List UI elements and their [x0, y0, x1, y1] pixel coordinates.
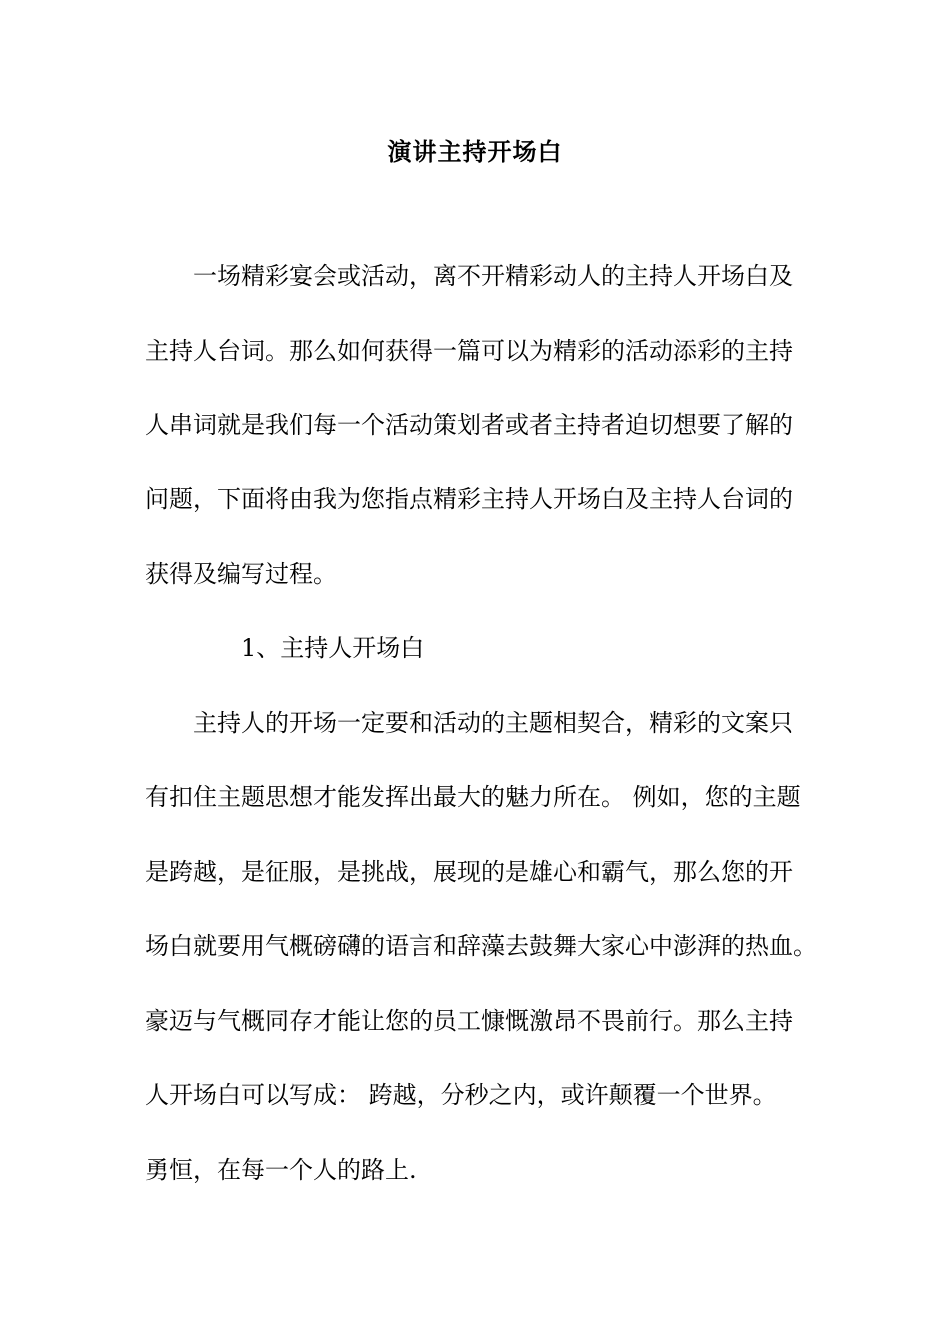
paragraph-line: 获得及编写过程。: [145, 560, 337, 588]
paragraph-line: 豪迈与气概同存才能让您的员工慷慨激昂不畏前行。那么主持: [145, 1007, 793, 1035]
section-heading: 1、主持人开场白: [241, 634, 425, 662]
document-title: 演讲主持开场白: [387, 137, 563, 166]
paragraph-line: 是跨越，是征服，是挑战，展现的是雄心和霸气，那么您的开: [145, 858, 793, 886]
paragraph-line: 勇恒，在每一个人的路上.: [145, 1156, 417, 1184]
paragraph-line: 一场精彩宴会或活动，离不开精彩动人的主持人开场白及: [193, 262, 793, 290]
paragraph-line: 人开场白可以写成： 跨越，分秒之内，或许颠覆一个世界。: [145, 1081, 777, 1109]
paragraph-line: 人串词就是我们每一个活动策划者或者主持者迫切想要了解的: [145, 411, 793, 439]
paragraph-line: 问题，下面将由我为您指点精彩主持人开场白及主持人台词的: [145, 485, 793, 513]
paragraph-line: 有扣住主题思想才能发挥出最大的魅力所在。 例如，您的主题: [145, 783, 801, 811]
paragraph-line: 场白就要用气概磅礴的语言和辞藻去鼓舞大家心中澎湃的热血。: [145, 932, 817, 960]
paragraph-line: 主持人台词。那么如何获得一篇可以为精彩的活动添彩的主持: [145, 337, 793, 365]
paragraph-line: 主持人的开场一定要和活动的主题相契合，精彩的文案只: [193, 709, 793, 737]
